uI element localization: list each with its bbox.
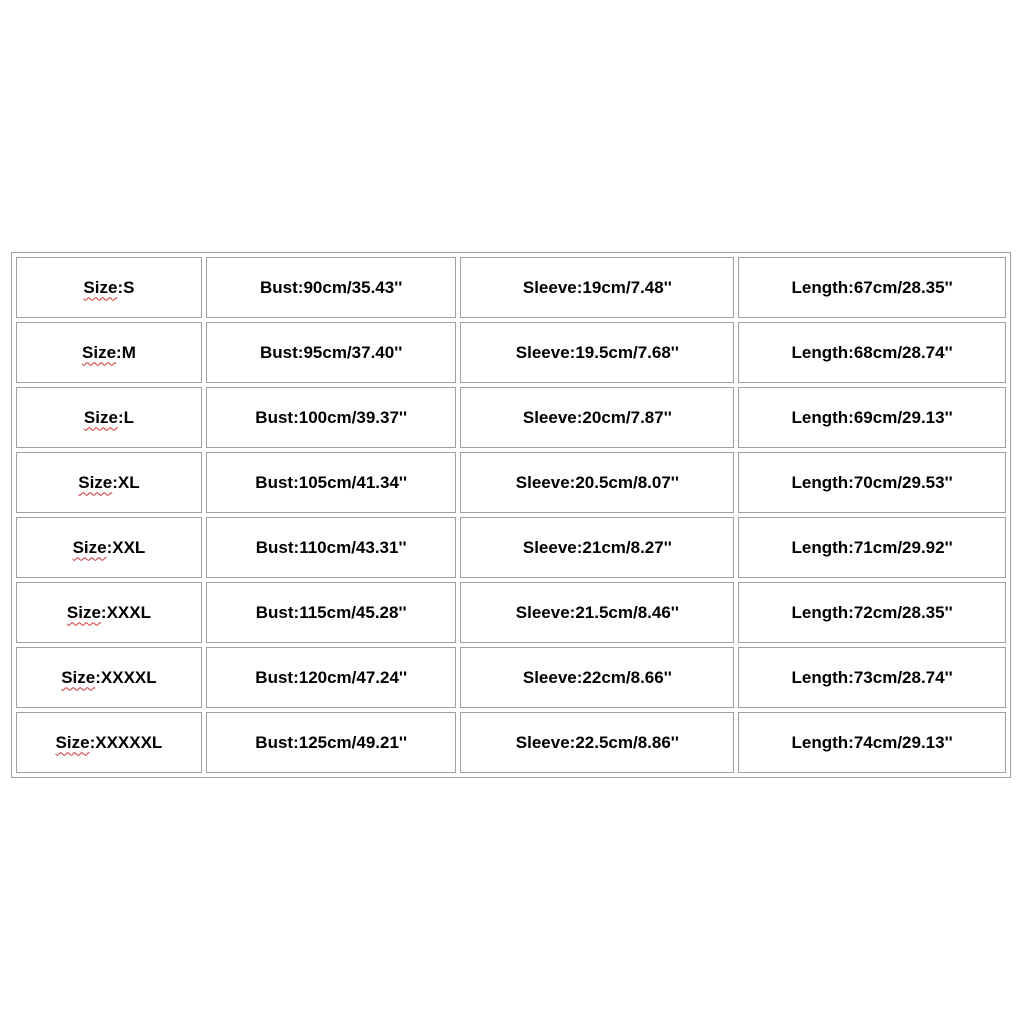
size-cell bbox=[16, 712, 202, 773]
size-value: :S bbox=[117, 277, 135, 297]
bust-cell: Bust:120cm/47.24'' bbox=[206, 647, 457, 708]
size-word: Size bbox=[82, 342, 117, 362]
size-value: :XXXXXL bbox=[89, 732, 163, 752]
length-cell: Length:68cm/28.74'' bbox=[738, 322, 1006, 383]
size-cell bbox=[16, 647, 202, 708]
table-row bbox=[16, 517, 1006, 578]
size-cell bbox=[16, 322, 202, 383]
sleeve-cell: Sleeve:21cm/8.27'' bbox=[460, 517, 734, 578]
size-value: :XL bbox=[112, 472, 140, 492]
bust-cell: Bust:95cm/37.40'' bbox=[206, 322, 457, 383]
bust-cell: Bust:125cm/49.21'' bbox=[206, 712, 457, 773]
size-word: Size bbox=[61, 667, 96, 687]
bust-cell: Bust:110cm/43.31'' bbox=[206, 517, 457, 578]
table-row bbox=[16, 712, 1006, 773]
size-cell bbox=[16, 517, 202, 578]
length-cell: Length:70cm/29.53'' bbox=[738, 452, 1006, 513]
size-cell bbox=[16, 582, 202, 643]
size-word: Size bbox=[66, 602, 101, 622]
size-chart-table bbox=[11, 252, 1011, 778]
size-cell bbox=[16, 452, 202, 513]
sleeve-cell: Sleeve:19.5cm/7.68'' bbox=[460, 322, 734, 383]
table-row bbox=[16, 387, 1006, 448]
length-cell: Length:74cm/29.13'' bbox=[738, 712, 1006, 773]
size-value: :M bbox=[116, 342, 136, 362]
bust-cell: Bust:115cm/45.28'' bbox=[206, 582, 457, 643]
sleeve-cell: Sleeve:22.5cm/8.86'' bbox=[460, 712, 734, 773]
size-word: Size bbox=[72, 537, 107, 557]
size-word: Size bbox=[78, 472, 113, 492]
size-word: Size bbox=[55, 732, 90, 752]
length-cell: Length:67cm/28.35'' bbox=[738, 257, 1006, 318]
length-cell: Length:73cm/28.74'' bbox=[738, 647, 1006, 708]
bust-cell: Bust:100cm/39.37'' bbox=[206, 387, 457, 448]
length-cell: Length:72cm/28.35'' bbox=[738, 582, 1006, 643]
sleeve-cell: Sleeve:20cm/7.87'' bbox=[460, 387, 734, 448]
table-row bbox=[16, 582, 1006, 643]
size-word: Size bbox=[83, 277, 118, 297]
bust-cell: Bust:90cm/35.43'' bbox=[206, 257, 457, 318]
size-value: :L bbox=[117, 407, 134, 427]
table-row bbox=[16, 257, 1006, 318]
size-value: :XXL bbox=[106, 537, 146, 557]
length-cell: Length:69cm/29.13'' bbox=[738, 387, 1006, 448]
size-value: :XXXL bbox=[100, 602, 151, 622]
table-row bbox=[16, 647, 1006, 708]
bust-cell: Bust:105cm/41.34'' bbox=[206, 452, 457, 513]
sleeve-cell: Sleeve:19cm/7.48'' bbox=[460, 257, 734, 318]
sleeve-cell: Sleeve:21.5cm/8.46'' bbox=[460, 582, 734, 643]
length-cell: Length:71cm/29.92'' bbox=[738, 517, 1006, 578]
size-value: :XXXXL bbox=[95, 667, 157, 687]
sleeve-cell: Sleeve:22cm/8.66'' bbox=[460, 647, 734, 708]
size-cell bbox=[16, 257, 202, 318]
table-row bbox=[16, 322, 1006, 383]
size-word: Size bbox=[83, 407, 118, 427]
size-cell bbox=[16, 387, 202, 448]
table-row bbox=[16, 452, 1006, 513]
sleeve-cell: Sleeve:20.5cm/8.07'' bbox=[460, 452, 734, 513]
